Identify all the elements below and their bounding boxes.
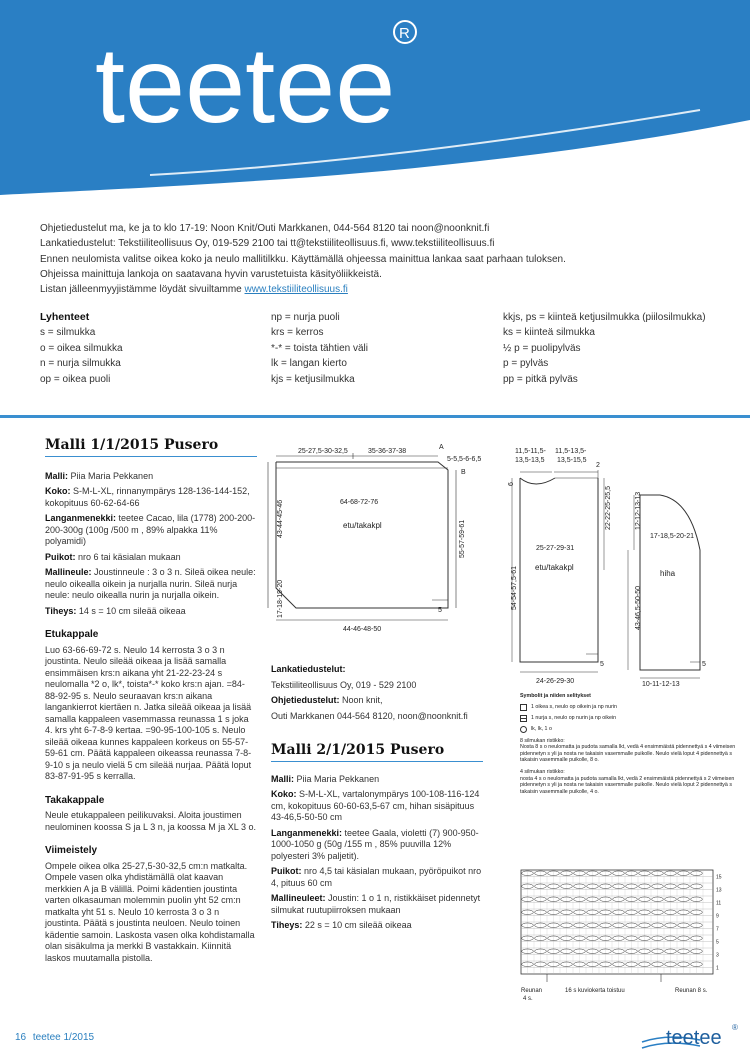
abbr-item: op = oikea puoli <box>40 373 111 385</box>
stitch-chart <box>515 860 740 1010</box>
dim-width: 25-27-29-31 <box>536 545 575 552</box>
pattern2-designer: Malli: Piia Maria Pekkanen <box>271 773 380 784</box>
pattern-info-contact: Outi Markkanen 044-564 8120, noon@noonknit.fi <box>271 710 468 721</box>
schematic-pattern2-body <box>500 440 615 690</box>
pattern2-gauge: Tiheys: 22 s = 10 cm sileää oikeaa <box>271 920 412 930</box>
abbr-item: ½ p = puolipylväs <box>503 342 581 354</box>
dim-right-height: 55-57-59-61 <box>459 519 466 558</box>
footer-registered: ® <box>732 1023 738 1032</box>
legend-row: lk, lk, 1 o <box>520 726 740 733</box>
pattern1-gauge: Tiheys: 14 s = 10 cm sileää oikeaa <box>45 605 186 616</box>
schematic-front-back <box>258 440 498 640</box>
yarn-info-heading: Lankatiedustelut: <box>271 664 346 674</box>
back-heading: Takakappale <box>45 794 105 806</box>
mark-b: B <box>461 469 466 476</box>
contact-line: Ohjeissa mainittuja lankoja on saatavana hyvin varustetuista käsityöliikkeistä. <box>40 268 382 280</box>
pattern2-column <box>271 742 483 936</box>
yarn-info-text: Tekstiiliteollisuus Oy, 019 - 529 2100 <box>271 679 417 690</box>
chart-right-label: Reunan 8 s. <box>675 988 708 994</box>
legend-row: 1 nurja s, neulo op nurin ja np oikein <box>520 715 740 722</box>
footer-logo-text: teetee <box>666 1027 722 1049</box>
yarnover-symbol-icon <box>520 726 527 733</box>
chart-row-number: 15 <box>716 874 722 881</box>
dim-left-low: 17-18-19-20 <box>277 579 284 618</box>
schematic-sleeve <box>620 480 730 690</box>
chart-grid <box>521 870 713 982</box>
pattern-info: Ohjetiedustelut: Noon knit, <box>271 695 383 705</box>
dim-sleeve-height: 43-46,5-50-50 <box>635 586 642 630</box>
pattern2-title: Malli 2/1/2015 Pusero <box>271 745 483 762</box>
yarn-info <box>271 664 483 726</box>
piece-label: hiha <box>660 569 676 578</box>
abbr-item: kkjs, ps = kiinteä ketjusilmukka (piilosilmukka) <box>503 312 706 323</box>
dim-sleeve-bottom: 10-11-12-13 <box>642 681 680 688</box>
purl-symbol-icon <box>520 715 527 722</box>
pattern1-title: Malli 1/1/2015 Pusero <box>45 440 257 457</box>
legend-rule-4: 4 silmukan ristikko: nosta 4 s o neulomatta ja pudota samalla lkt, vedä 2 ensimmäistä pidennettyä s 2 viimeisen pidennetyn s yli ja nosta ne takaisin vasemmalle puikolle. Neulo vielä loput 2 pidennettyä s takaisin vasemmalle puikolle, 4 o. <box>520 768 735 795</box>
pattern1-needles: Puikot: nro 6 tai käsialan mukaan <box>45 551 181 562</box>
finishing-text: Ompele oikea olka 25-27,5-30-32,5 cm:n matkalta. Ompele vasen olka yhdistämällä olat kaavan merkkien A ja B välillä. Poimi kädentien joustinta varten olkasauman molemmin puolin yht 52 cm:n matkalta yht 51 s. Neulo 10 kerrosta 3 o 3 n joustinta. Päätä s joustinta neuloen. Neulo toinen kädentie samoin. Laskosta vasen olka kohdistamalla olan sisäkulma ja merkki B vastakkain. Kiinnitä laskos muutamalla pistolla. <box>45 860 255 963</box>
dim-bottom-width: 44-46-48-50 <box>343 626 382 633</box>
pattern2-needles: Puikot: nro 4,5 tai käsialan mukaan, pyöröpuikot nro 4, pituus 60 cm <box>271 866 482 888</box>
dim-sleeve-top: 12-12-13-13 <box>635 491 642 530</box>
back-text: Neule etukappaleen peilikuvaksi. Aloita joustimen neulominen koossa S ja L 3 n, ja koossa M ja XL 3 o. <box>45 810 256 832</box>
dim-center-width: 64-68-72-76 <box>340 499 379 506</box>
section-divider <box>0 415 750 418</box>
dim-top2b: 13,5-15,5 <box>557 457 587 464</box>
chart-row-numbers <box>716 875 722 972</box>
contact-info <box>40 221 720 297</box>
page-number: 16 <box>15 1032 27 1043</box>
piece-label: etu/takakpl <box>343 521 382 530</box>
abbr-item: n = nurja silmukka <box>40 358 121 370</box>
dim-top-right: 35-36-37-38 <box>368 448 407 455</box>
front-text: Luo 63-66-69-72 s. Neulo 14 kerrosta 3 o 3 n joustinta. Neulo sileää oikeaa ja lisää samalla ensimmäisen krs:n aikana yht 21-22-23-24 s neulomalla *2 o, lk*, toista*-* koko krs:n ajan. =84-88-92-95 s. Neulo seuraavan krs:n aikana langankierrot kiertäen n. Jatka sileää oikeaa ja lisää samalla kappaleen vasemmassa reunassa 1 s joka 4. krs yht 6-7-8-9 kertaa. =90-95-100-105 s. Neulo sileää oikeaa kunnes kappaleen korkeus on 55-57-59-61 cm. Päätä kappaleen oikeassa reunassa 7-8-9-10 s ja neulo vielä 5 cm sileää nurjaa. Päätä loput 83-87-91-95 s kerralla. <box>45 644 252 781</box>
brand-logo: teetee <box>95 24 396 145</box>
dim-top1: 11,5-11,5- <box>515 448 546 455</box>
dim-top1b: 13,5-13,5 <box>515 457 545 464</box>
chart-left-label-2: 4 s. <box>523 996 533 1002</box>
pattern2-yarn: Langanmenekki: teetee Gaala, violetti (7) 900-950-1000-1050 g (50g /155 m , 85% puuvilla 12% polyesteri 3% paljetit). <box>271 827 479 861</box>
website-link[interactable]: www.tekstiiliteollisuus.fi <box>244 284 348 296</box>
legend-rule-8: 8 silmukan ristikko: Nosta 8 s o neulomatta ja pudota samalla lkt, vedä 4 ensimmäistä pidennettyä s 4 viimeisen pidennetyn s yli ja nosta ne takaisin vasemmalle puikolle. Neulo vielä loput 4 pidennettyä s takaisin vasemmalle puikolle, 8 o. <box>520 737 736 764</box>
dim-sleeve-slope: 17-18,5-20-21 <box>650 533 694 540</box>
contact-line: Ennen neulomista valitse oikea koko ja neulo mallitilkku. Käyttämällä ohjeessa mainittua lankaa saat parhaan tuloksen. <box>40 253 566 265</box>
abbr-item: np = nurja puoli <box>271 312 340 323</box>
pattern1-designer: Malli: Piia Maria Pekkanen <box>45 470 154 481</box>
dim-five: 5 <box>438 607 442 614</box>
chart-left-label: Reunan <box>521 988 543 994</box>
header-banner <box>0 0 750 200</box>
abbr-item: o = oikea silmukka <box>40 342 123 354</box>
chart-row-number: 9 <box>716 913 719 920</box>
knit-symbol-icon <box>520 704 527 711</box>
front-heading: Etukappale <box>45 629 99 640</box>
chart-row-number: 13 <box>716 887 722 894</box>
dim-five: 5 <box>702 661 706 668</box>
piece-label: etu/takakpl <box>535 563 574 572</box>
page-footer <box>15 1032 94 1043</box>
contact-line: Ohjetiedustelut ma, ke ja to klo 17-19: Noon Knit/Outi Markkanen, 044-564 8120 tai noon@noonknit.fi <box>40 223 490 234</box>
chart-row-number: 1 <box>716 965 719 972</box>
pattern1-yarn: Langanmenekki: teetee Cacao, lila (1778) 200-200-200-300g (100g /500 m , 89% alpakka 11% polyamidi) <box>45 513 256 546</box>
abbr-item: s = silmukka <box>40 327 96 339</box>
pattern1-stitch: Mallineule: Joustinneule : 3 o 3 n. Sileä oikea neule: neulo oikealla oikein ja nurjalla nurin. Sileä nurja neule: neulo oikealla nurin ja nurjalla oikein. <box>45 567 256 600</box>
dim-total-height: 54-54-57,5-61 <box>511 566 518 610</box>
chart-row-number: 3 <box>716 952 719 959</box>
pattern1-column <box>45 437 257 968</box>
abbreviations-heading: Lyhenteet <box>40 311 90 323</box>
chart-row-number: 7 <box>716 926 719 933</box>
contact-line: Lankatiedustelut: Tekstiiliteollisuus Oy, 019-529 2100 tai tt@tekstiiliteollisuus.fi, www.tekstiiliteollisuus.fi <box>40 238 495 250</box>
dim-neck: 6 <box>508 482 515 486</box>
abbr-item: krs = kerros <box>271 327 324 339</box>
pattern2-stitch: Mallineuleet: Joustin: 1 o 1 n, ristikkäiset pidennetyt silmukat ruutupiirroksen mukaan <box>271 893 481 915</box>
abbr-item: ks = kiinteä silmukka <box>503 327 595 339</box>
dim-top2: 11,5-13,5- <box>555 448 587 455</box>
chart-mid-label: 16 s kuviokerta toistuu <box>565 988 625 994</box>
dim-left-height: 43-44-45-46 <box>277 499 284 538</box>
legend-row: 1 oikea s, neulo op oikein ja np nurin <box>520 704 740 711</box>
abbr-item: p = pylväs <box>503 358 549 370</box>
dim-top-width: 25-27,5-30-32,5 <box>298 448 348 455</box>
chart-row-number: 11 <box>716 900 722 907</box>
legend-title: Symbolit ja niiden selitykset <box>520 693 591 699</box>
pattern1-size: Koko: S-M-L-XL, rinnanympärys 128-136-144-152, kokopituus 60-62-64-66 <box>45 486 250 508</box>
dim-bottom: 24-26-29-30 <box>536 678 575 685</box>
issue-label: teetee 1/2015 <box>32 1032 95 1043</box>
abbr-item: pp = pitkä pylväs <box>503 373 578 385</box>
contact-line: Listan jälleenmyyjistämme löydät sivuiltamme www.tekstiiliteollisuus.fi <box>40 284 348 296</box>
dim-five: 5 <box>600 661 604 668</box>
abbr-item: *-* = toista tähtien väli <box>271 342 368 354</box>
registered-mark: R <box>399 25 410 42</box>
chart-row-number: 5 <box>716 939 719 946</box>
footer-logo <box>640 1018 740 1058</box>
dim-two: 2 <box>596 462 600 469</box>
mark-a: A <box>439 444 444 451</box>
finishing-heading: Viimeistely <box>45 845 98 856</box>
abbr-item: lk = langan kierto <box>271 358 347 370</box>
symbol-legend <box>520 693 740 795</box>
dim-side-top: 5-5,5-6-6,5 <box>447 456 482 463</box>
abbr-item: kjs = ketjusilmukka <box>271 373 355 385</box>
dim-upper-height: 22-22-25-25,5 <box>605 486 612 530</box>
pattern2-size: Koko: S-M-L-XL, vartalonympärys 100-108-116-124 cm, kokopituus 60-60-63,5-67 cm, hihan sisäpituus 43-46,5-50-50 cm <box>271 789 480 822</box>
